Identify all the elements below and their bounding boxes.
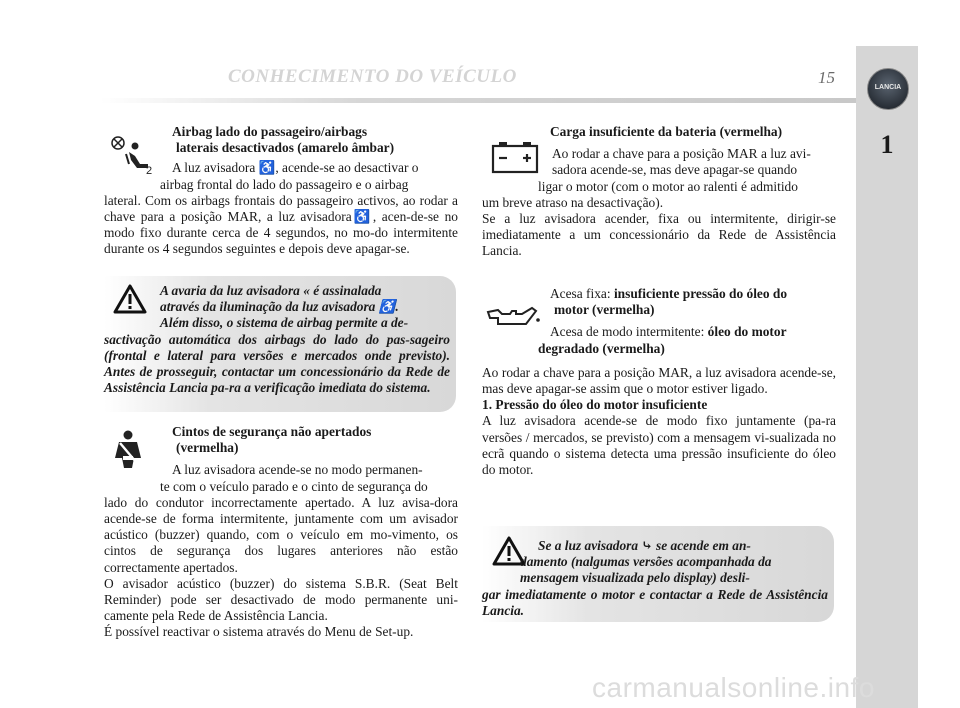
airbag-symbol-icon: ♿. [378,299,399,315]
oil-blink-bold-2: degradado (vermelha) [538,340,665,356]
warning1-line-2: através da iluminação da luz avisadora [160,299,376,315]
lancia-logo [867,68,909,110]
airbag-symbol-icon: ♿, [258,160,279,176]
battery-heading: Carga insuficiente da bateria (vermelha) [550,124,783,139]
airbag-symbol-icon: ♿, [351,209,377,225]
warning2-rest: gar imediatamente o motor e contactar a Rede de Assistência Lancia. [482,586,828,618]
oil-fixed-bold: insuficiente pressão do óleo do [613,286,788,301]
seatbelt-body-3: lado do condutor incorrectamente apertado. A luz avisa-dora acende-se de forma intermitente, juntamente com um avisador acústico (buzzer) quando, com o veículo em mo-vimento, os cintos de segurança dos lugares anteriores não estão correctamente apertados. [104,494,458,575]
warning1-line-3: Além disso, o sistema de airbag permite a de- [160,315,409,331]
battery-body-2: sadora acende-se, mas deve apagar-se quando [552,162,798,178]
warning2-line-3: mensagem visualizada pelo display) desli- [520,570,750,586]
airbag-body-2: airbag frontal do lado do passageiro e o airbag [160,176,409,192]
battery-body-1: Ao rodar a chave para a posição MAR a luz avi- [552,146,811,162]
seatbelt-body-2: te com o veículo parado e o cinto de segurança do [160,478,428,494]
seatbelt-heading-2: (vermelha) [176,440,239,456]
oil-body-2: A luz avisadora acende-se de modo fixo juntamente (pa-ra versões / mercados, se previsto) com a mensagem vi-sualizada no ecrã quando o sistema detecta uma pressão insuficiente do óleo do motor. [482,413,836,478]
seatbelt-heading-1: Cintos de segurança não apertados [172,424,372,439]
airbag-section [104,124,458,258]
oil-fixed-bold-2: motor (vermelha) [554,302,655,318]
warning-text-oil [482,538,828,619]
seatbelt-body-5: É possível reactivar o sistema através do Menu de Set-up. [104,624,414,640]
battery-body-4: um breve atraso na desactivação). [482,194,664,210]
seatbelt-body-1: A luz avisadora acende-se no modo permanen- [172,462,423,478]
airbag-heading-1: Airbag lado do passageiro/airbags [172,124,368,139]
warning-text-airbag [104,283,450,396]
oil-blink-prefix: Acesa de modo intermitente: [550,324,708,340]
airbag-body-1b: acende-se ao desactivar o [282,160,419,176]
seatbelt-section [104,424,458,641]
section-title: CONHECIMENTO DO VEÍCULO [228,66,517,87]
oil-blink-bold: óleo do motor [707,324,787,340]
logo-text: LANCIA [874,84,902,91]
oil-subheading: 1. Pressão do óleo do motor insuficiente [482,397,708,413]
battery-body-5: Se a luz avisadora acender, fixa ou intermitente, dirigir-se imediatamente a um concessionário da Rede de Assistência Lancia. [482,211,836,259]
warning1-rest: sactivação automática dos airbags do lado do pas-sageiro (frontal e lateral para versões e mercados onde previsto). Antes de prosseguir, contactar um concessionário da Rede de Assistência Lancia pa-ra a verificação imediata do sistema. [104,331,450,396]
warning2-line-2: damento (nalgumas versões acompanhada da [520,554,772,570]
oil-body-1: Ao rodar a chave para a posição MAR, a luz avisadora acende-se, mas deve apagar-se assim que o motor estiver ligado. [482,364,836,397]
oil-section [482,286,836,478]
battery-body-3: ligar o motor (com o motor ao ralenti é admitido [538,178,798,194]
header-rule [100,98,856,103]
oil-fixed-prefix: Acesa fixa: [550,286,614,301]
svg-text:2: 2 [146,165,153,176]
airbag-body-3: lateral. Com os airbags frontais do passageiro activos, ao rodar a chave para a posição MAR, a luz avisadora [104,192,458,225]
warning1-line-1: A avaria da luz avisadora « é assinalada [160,283,382,298]
warning2-line-1b: se acende em an- [656,538,751,553]
page-number: 15 [818,68,835,87]
battery-section [482,124,836,260]
oil-can-inline-icon: ⤷ [641,538,653,553]
warning2-line-1a: Se a luz avisadora [538,538,639,553]
chapter-number: 1 [880,130,894,159]
watermark: carmanualsonline.info [592,672,875,703]
seatbelt-body-4: O avisador acústico (buzzer) do sistema S.B.R. (Seat Belt Reminder) pode ser desactivado de modo permanente uni-camente pela Rede de Assistência Lancia. [104,575,458,624]
airbag-body-3b: acen-de-se no modo fixo durante cerca de 4 segundos, no mo-do intermitente durante os 4 segundos seguintes e depois deve apagar-se. [104,209,458,257]
airbag-heading-2: laterais desactivados (amarelo âmbar) [176,140,395,156]
airbag-body-1: A luz avisadora [172,160,256,176]
